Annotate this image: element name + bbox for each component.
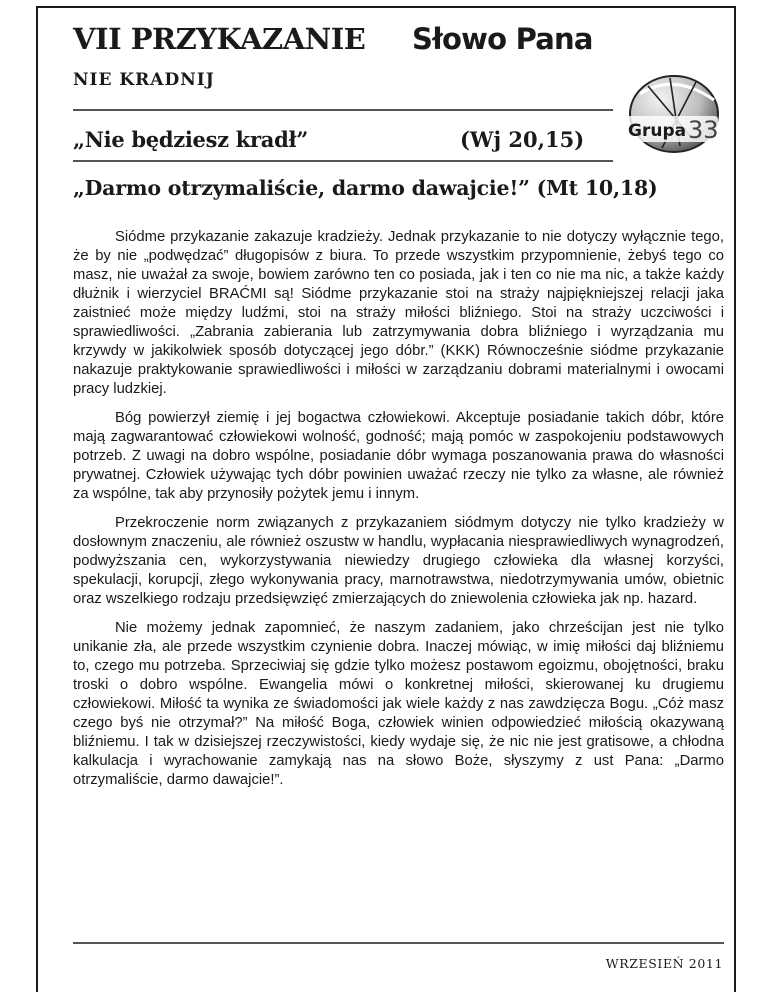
paragraph: Siódme przykazanie zakazuje kradzieży. Jednak przykazanie to nie dotyczy wyłącznie tego, że by nie „podwędzać” długopisów z biura. To przede wszystkim przypomnienie, żebyś tego co masz, nie uważał za swoje, bowiem zarówno ten co posiada, jak i ten co nie ma nic, a także każdy dłużnik i wierzyciel BRAĆMI są! Siódme przykazanie stoi na straży najpiękniejszej relacji jaka zaistnieć może między ludźmi, stoi na straży miłości bliźniego. Stoi na straży uczciwości i sprawiedliwości. „Zabrania zabierania lub zatrzymywania dobra bliźniego i wyrządzania mu krzywdy w jakikolwiek sposób dotyczącej jego dóbr.” (KKK) Równocześnie siódme przykazanie nakazuje praktykowanie sprawiedliwości i miłości w zarządzaniu dobrami materialnymi i owocami pracy ludzkiej. [73,229,724,397]
page-subtitle: NIE KRADNIJ [73,70,215,90]
page-title: VII PRZYKAZANIE [73,22,366,56]
paragraph: Bóg powierzył ziemię i jej bogactwa człowiekowi. Akceptuje posiadanie takich dóbr, które mają zagwarantować człowiekowi wolność, godność; mają pomóc w zaspokojeniu podstawowych potrzeb. Z uwagi na dobro wspólne, posiadanie dóbr wymaga poszanowania prawa do własności prywatnej. Człowiek używając tych dóbr powinien uważać rzeczy nie tylko za własne, ale również za wspólne, tak aby przynosiły pożytek jemu i innym. [73,410,724,502]
grupa-logo [618,72,722,164]
logo-number: 33 [688,116,719,144]
quote-commandment: „Nie będziesz kradł” [73,127,309,152]
paragraph: Nie możemy jednak zapomnieć, że naszym zadaniem, jako chrześcijan jest nie tylko unikanie zła, ale przede wszystkim czynienie dobra. Inaczej mówiąc, w imię miłości daj bliźniemu to, czego mu potrzeba. Sprzeciwiaj się gdzie tylko możesz postawom egoizmu, obojętności, braku troski o dobro wspólne. Ewangelia mówi o konkretnej miłości, skierowanej ku drugiemu człowiekowi. Miłość ta wynika ze świadomości jak wiele każdy z nas zawdzięcza Bogu. „Cóż masz czego byś nie otrzymał?” Na miłość Boga, człowiek winien odpowiedzieć miłością okazywaną bliźniemu. I tak w dzisiejszej rzeczywistości, kiedy wydaje się, że nic nie jest gratisowe, a chłodna kalkulacja i wyrachowanie zamykają nas na słowo Boże, słyszymy z ust Pana: „Darmo otrzymaliście, darmo dawajcie!”. [73,620,724,788]
logo-label: Grupa [628,121,687,141]
quote-divider [73,160,613,162]
quote-commandment-reference: (Wj 20,15) [460,127,585,152]
header-divider [73,109,613,111]
footer-date: WRZESIEŃ 2011 [605,956,723,971]
quote-matthew: „Darmo otrzymaliście, darmo dawajcie!” (Mt 10,18) [73,176,658,200]
paragraph: Przekroczenie norm związanych z przykazaniem siódmym dotyczy nie tylko kradzieży w dosłownym znaczeniu, ale również oszustw w handlu, wypłacania niesprawiedliwych wynagrodzeń, podwyższania cen, wykorzystywania niewiedzy drugiego człowieka dla własnej korzyści, spekulacji, korupcji, złego wykonywania pracy, marnotrawstwa, niedotrzymywania umów, obietnic oraz wszelkiego rodzaju przedsięwzięć zmierzających do zniewolenia człowieka jak np. hazard. [73,515,724,607]
article-body [73,228,724,790]
footer-divider [73,942,724,944]
header-right-title: Słowo Pana [412,22,593,56]
